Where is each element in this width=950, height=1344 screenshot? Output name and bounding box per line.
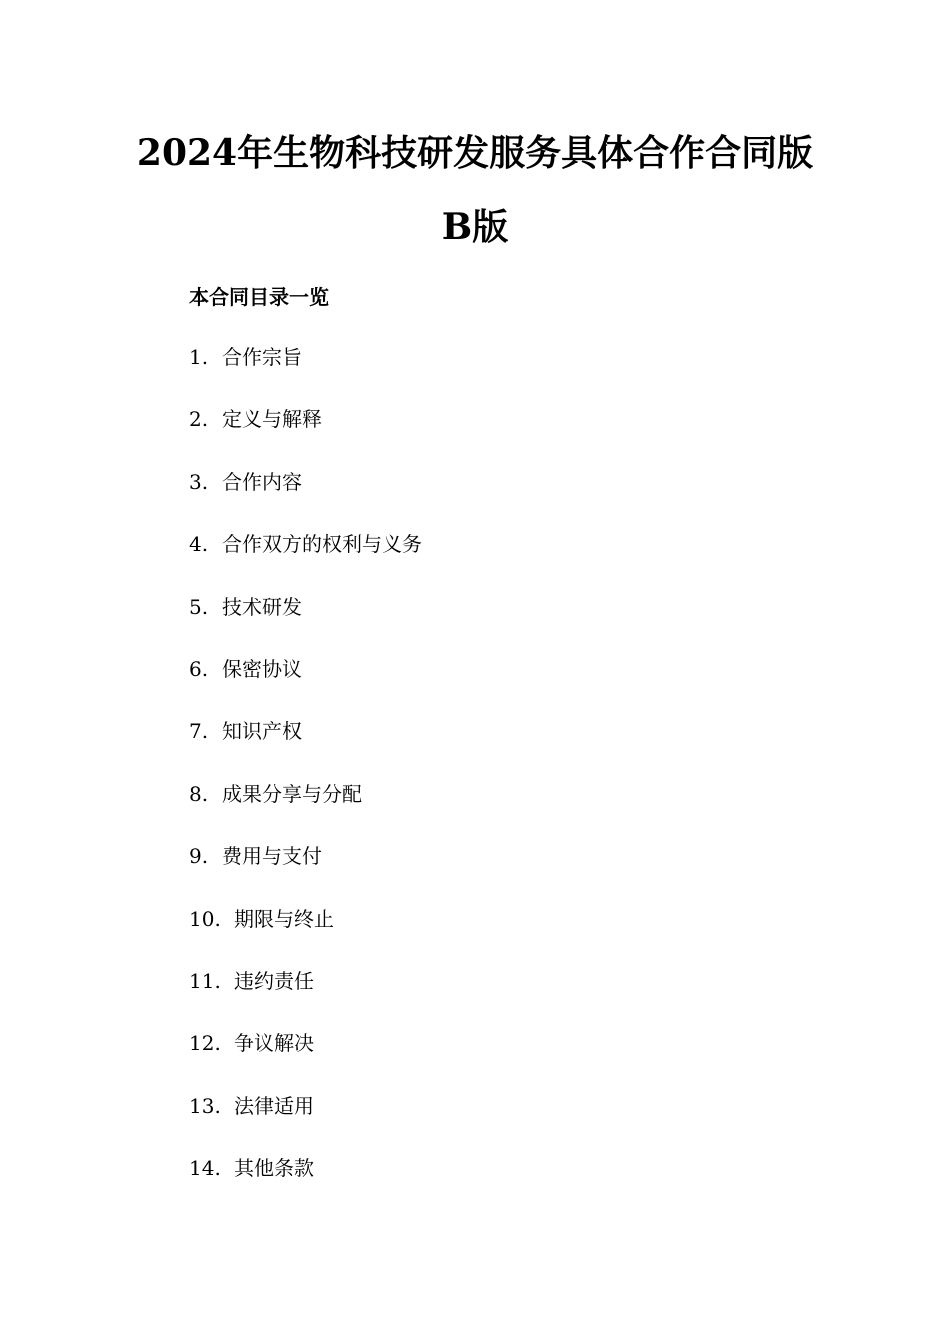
toc-item (189, 655, 422, 717)
toc-item-label: 成果分享与分配 (222, 781, 362, 806)
toc-item (189, 405, 422, 467)
toc-item-label: 合作双方的权利与义务 (222, 532, 422, 557)
toc-item-number: 2. (189, 407, 209, 432)
toc-item-label: 期限与终止 (234, 906, 334, 931)
toc-item (189, 1154, 422, 1216)
toc-item (189, 780, 422, 842)
toc-item-number: 14. (189, 1156, 221, 1181)
toc-item-number: 5. (189, 594, 209, 619)
toc-item-number: 3. (189, 469, 209, 494)
toc-item (189, 905, 422, 967)
toc-item-number: 10. (189, 906, 221, 931)
toc-item (189, 1092, 422, 1154)
toc-item (189, 842, 422, 904)
toc-item-number: 1. (189, 345, 209, 369)
toc-item-label: 违约责任 (234, 968, 314, 993)
toc-item-number: 8. (189, 781, 209, 806)
toc-item (189, 468, 422, 530)
toc-item-label: 保密协议 (222, 656, 302, 681)
toc-item-number: 7. (189, 719, 209, 744)
toc-item (189, 967, 422, 1029)
document-title-line-2: B版 (441, 206, 509, 248)
toc-item-label: 定义与解释 (222, 407, 322, 432)
toc-item-number: 13. (189, 1093, 221, 1118)
toc-item (189, 717, 422, 779)
toc-item-number: 9. (189, 844, 209, 869)
toc-item-label: 技术研发 (222, 594, 302, 619)
toc-item-number: 11. (189, 968, 221, 993)
toc-list (189, 343, 422, 1216)
toc-item-number: 4. (189, 532, 209, 557)
document-title-line-1: 2024年生物科技研发服务具体合作合同版 (136, 132, 814, 174)
toc-item (189, 343, 422, 405)
toc-item-label: 法律适用 (234, 1093, 314, 1118)
toc-item-label: 争议解决 (234, 1031, 314, 1056)
toc-item-label: 其他条款 (234, 1156, 314, 1181)
toc-item (189, 1029, 422, 1091)
toc-item-number: 6. (189, 656, 209, 681)
toc-item (189, 593, 422, 655)
toc-item-label: 合作内容 (222, 469, 302, 494)
toc-item (189, 530, 422, 592)
toc-item-label: 合作宗旨 (222, 345, 302, 369)
toc-heading: 本合同目录一览 (189, 285, 329, 309)
toc-item-number: 12. (189, 1031, 221, 1056)
toc-item-label: 知识产权 (222, 719, 302, 744)
toc-item-label: 费用与支付 (222, 844, 322, 869)
